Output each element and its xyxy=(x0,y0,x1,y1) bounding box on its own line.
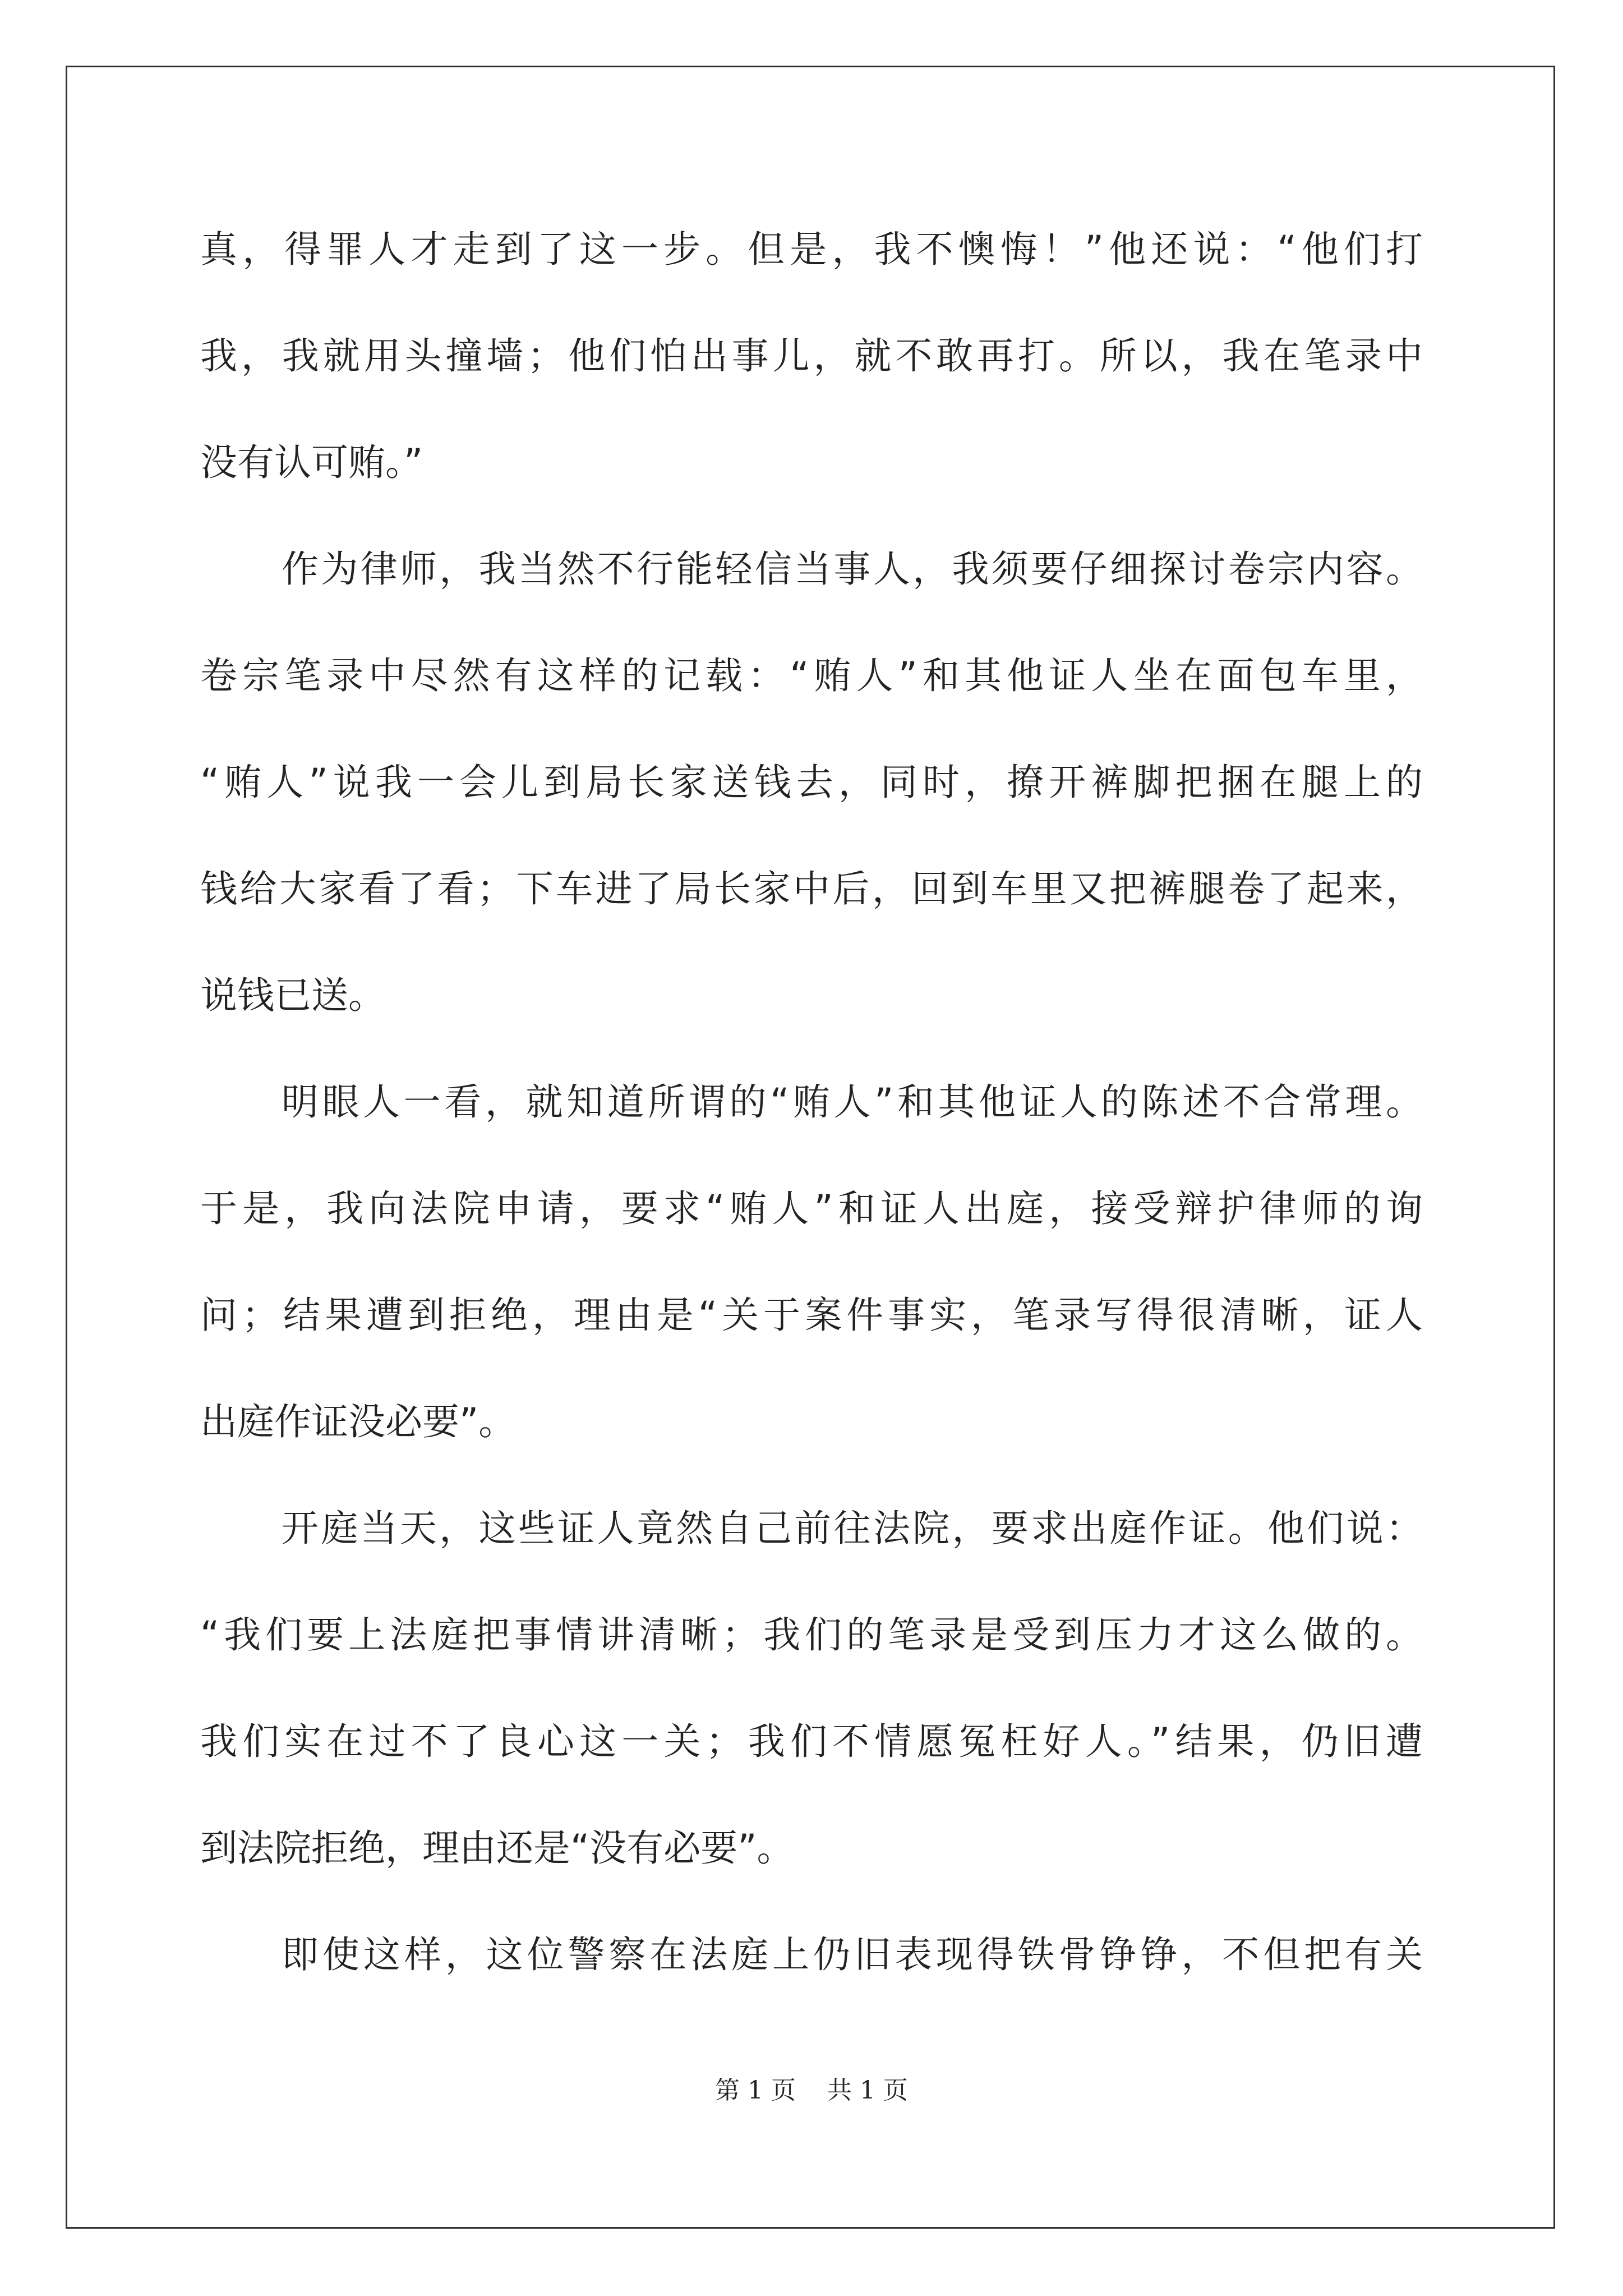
text-line: 我们实在过不了良心这一关；我们不情愿冤枉好人。”结果，仍旧遭 xyxy=(200,1720,1423,1763)
document-body xyxy=(200,208,1423,2019)
text-line: 出庭作证没必要”。 xyxy=(200,1400,516,1443)
text-line: 明眼人一看，就知道所谓的“贿人”和其他证人的陈述不合常理。 xyxy=(282,1080,1423,1124)
text-line: 真，得罪人才走到了这一步。但是，我不懊悔！”他还说：“他们打 xyxy=(200,228,1423,271)
page-footer: 第 1 页 共 1 页 xyxy=(715,2076,908,2105)
text-line: 卷宗笔录中尽然有这样的记载：“贿人”和其他证人坐在面包车里， xyxy=(200,654,1423,697)
text-line: 说钱已送。 xyxy=(200,974,385,1017)
text-line: 我，我就用头撞墙；他们怕出事儿，就不敢再打。所以，我在笔录中 xyxy=(200,334,1423,378)
text-line: 即使这样，这位警察在法庭上仍旧表现得铁骨铮铮，不但把有关 xyxy=(282,1933,1423,1976)
text-line: 作为律师，我当然不行能轻信当事人，我须要仔细探讨卷宗内容。 xyxy=(282,547,1423,591)
text-line: “我们要上法庭把事情讲清晰；我们的笔录是受到压力才这么做的。 xyxy=(200,1613,1423,1657)
text-line: 于是，我向法院申请，要求“贿人”和证人出庭，接受辩护律师的询 xyxy=(200,1187,1423,1230)
text-line: 开庭当天，这些证人竟然自己前往法院，要求出庭作证。他们说： xyxy=(282,1507,1423,1550)
text-line: “贿人”说我一会儿到局长家送钱去，同时，撩开裤脚把捆在腿上的 xyxy=(200,761,1423,804)
text-line: 没有认可贿。” xyxy=(200,441,423,484)
text-line: 问；结果遭到拒绝，理由是“关于案件事实，笔录写得很清晰，证人 xyxy=(200,1294,1423,1337)
text-line: 钱给大家看了看；下车进了局长家中后，回到车里又把裤腿卷了起来， xyxy=(200,867,1423,910)
text-line: 到法院拒绝，理由还是“没有必要”。 xyxy=(200,1826,794,1870)
